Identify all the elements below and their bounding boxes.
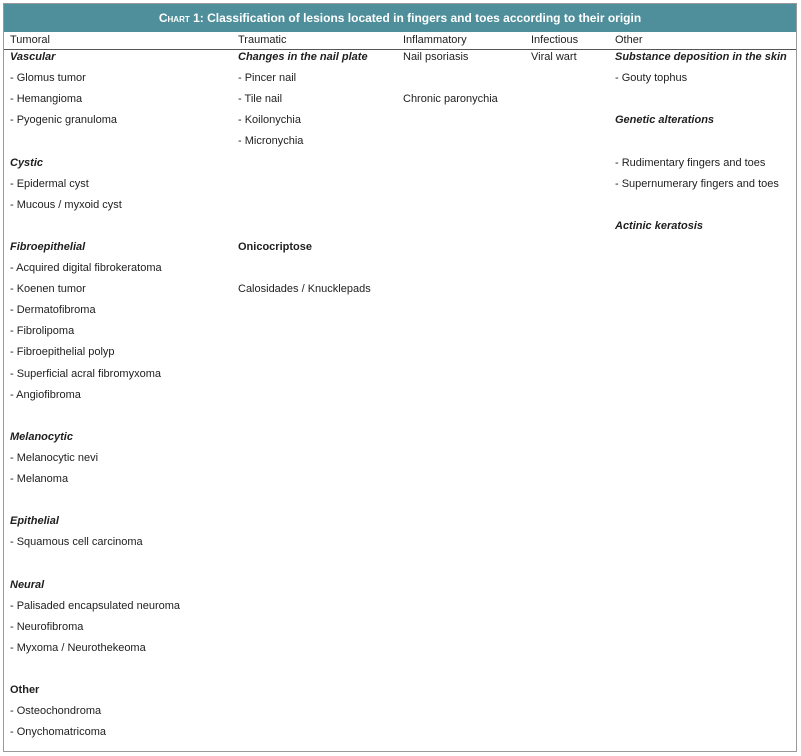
category-heading: Onicocriptose: [238, 241, 312, 253]
list-item: - Neurofibroma: [10, 621, 84, 633]
category-heading: Genetic alterations: [615, 114, 715, 126]
header-traumatic: Traumatic: [238, 34, 287, 46]
table-title-text: Classification of lesions located in fingers and toes according to their origin: [207, 11, 642, 25]
list-item: - Micronychia: [238, 135, 304, 147]
header-infectious: Infectious: [531, 34, 579, 46]
list-item: - Palisaded encapsulated neuroma: [10, 600, 181, 612]
category-heading: Actinic keratosis: [615, 220, 704, 232]
list-item: - Fibroepithelial polyp: [10, 346, 115, 358]
list-item: - Gouty tophus: [615, 72, 688, 84]
list-item: Calosidades / Knucklepads: [238, 283, 371, 295]
list-item: Chronic paronychia: [403, 93, 498, 105]
list-item: - Epidermal cyst: [10, 178, 89, 190]
list-item: - Angiofibroma: [10, 389, 81, 401]
classification-table: [3, 3, 797, 752]
category-heading: Changes in the nail plate: [238, 51, 368, 63]
list-item: - Onychomatricoma: [10, 726, 106, 738]
table-title: [4, 4, 796, 32]
list-item: - Osteochondroma: [10, 705, 102, 717]
list-item: - Melanoma: [10, 473, 69, 485]
category-heading: Substance deposition in the skin: [615, 51, 787, 63]
category-heading: Other: [10, 684, 40, 696]
list-item: - Squamous cell carcinoma: [10, 536, 143, 548]
category-heading: Cystic: [10, 157, 44, 169]
list-item: - Myxoma / Neurothekeoma: [10, 642, 146, 654]
category-heading: Epithelial: [10, 515, 59, 527]
category-heading: Neural: [10, 579, 45, 591]
list-item: - Mucous / myxoid cyst: [10, 199, 122, 211]
table-title-prefix: Chart 1:: [158, 11, 204, 25]
list-item: - Hemangioma: [10, 93, 83, 105]
list-item: Nail psoriasis: [403, 51, 469, 63]
category-heading: Vascular: [10, 51, 56, 63]
header-row: [4, 32, 796, 50]
category-heading: Fibroepithelial: [10, 241, 86, 253]
list-item: - Fibrolipoma: [10, 325, 75, 337]
list-item: - Pyogenic granuloma: [10, 114, 118, 126]
list-item: - Melanocytic nevi: [10, 452, 99, 464]
list-item: - Dermatofibroma: [10, 304, 96, 316]
list-item: - Acquired digital fibrokeratoma: [10, 262, 162, 274]
header-other: Other: [615, 34, 643, 46]
list-item: - Koilonychia: [238, 114, 301, 126]
list-item: - Supernumerary fingers and toes: [615, 178, 779, 190]
list-item: - Koenen tumor: [10, 283, 86, 295]
list-item: - Superficial acral fibromyxoma: [10, 368, 161, 380]
category-heading: Melanocytic: [10, 431, 73, 443]
list-item: - Glomus tumor: [10, 72, 86, 84]
header-inflammatory: Inflammatory: [403, 34, 467, 46]
list-item: Viral wart: [531, 51, 577, 63]
header-tumoral: Tumoral: [10, 34, 50, 46]
list-item: - Rudimentary fingers and toes: [615, 157, 766, 169]
list-item: - Pincer nail: [238, 72, 297, 84]
list-item: - Tile nail: [238, 93, 283, 105]
